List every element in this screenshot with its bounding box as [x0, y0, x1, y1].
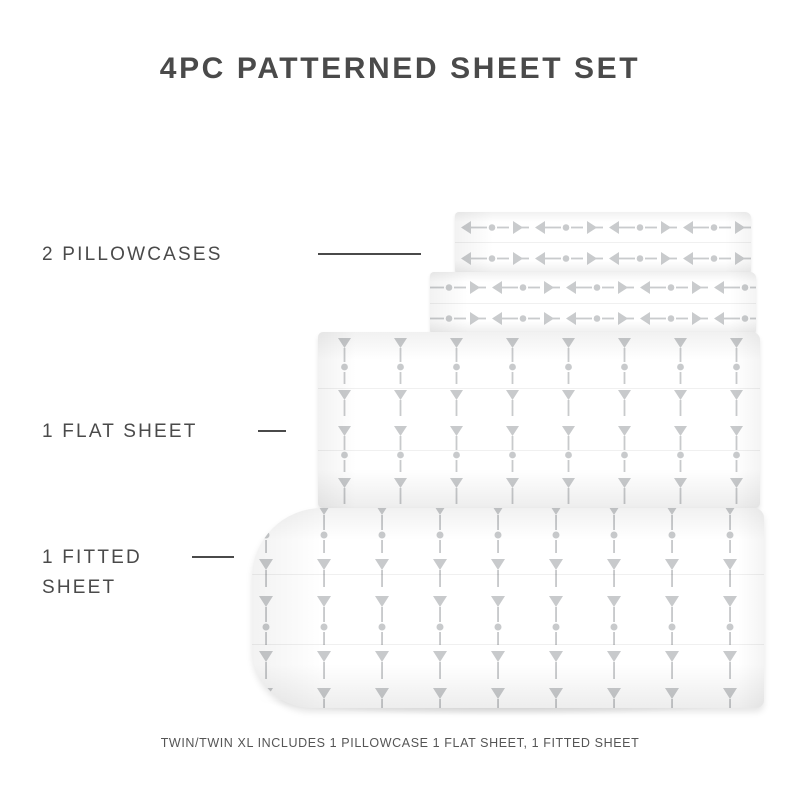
arrow-pattern-icon: [252, 508, 764, 708]
label-flat-sheet: 1 FLAT SHEET: [42, 421, 198, 442]
label-pillowcases: 2 PILLOWCASES: [42, 244, 223, 265]
leader-line-pillowcases: [318, 253, 421, 255]
page-title: 4PC PATTERNED SHEET SET: [159, 52, 641, 85]
label-fitted-sheet: [42, 543, 142, 603]
label-fitted-sheet-line2: SHEET: [42, 577, 117, 598]
arrow-pattern-icon: [455, 212, 751, 274]
pillowcase-top: [455, 212, 751, 274]
label-fitted-sheet-line1: 1 FITTED: [42, 547, 142, 568]
arrow-pattern-icon: [430, 272, 756, 334]
leader-line-flat-sheet: [258, 430, 286, 432]
fitted-sheet: [252, 508, 764, 708]
arrow-pattern-icon: [318, 332, 760, 508]
footer-note: TWIN/TWIN XL INCLUDES 1 PILLOWCASE 1 FLAT SHEET, 1 FITTED SHEET: [160, 736, 640, 750]
leader-line-fitted-sheet: [192, 556, 234, 558]
flat-sheet: [318, 332, 760, 508]
pillowcase-second: [430, 272, 756, 334]
